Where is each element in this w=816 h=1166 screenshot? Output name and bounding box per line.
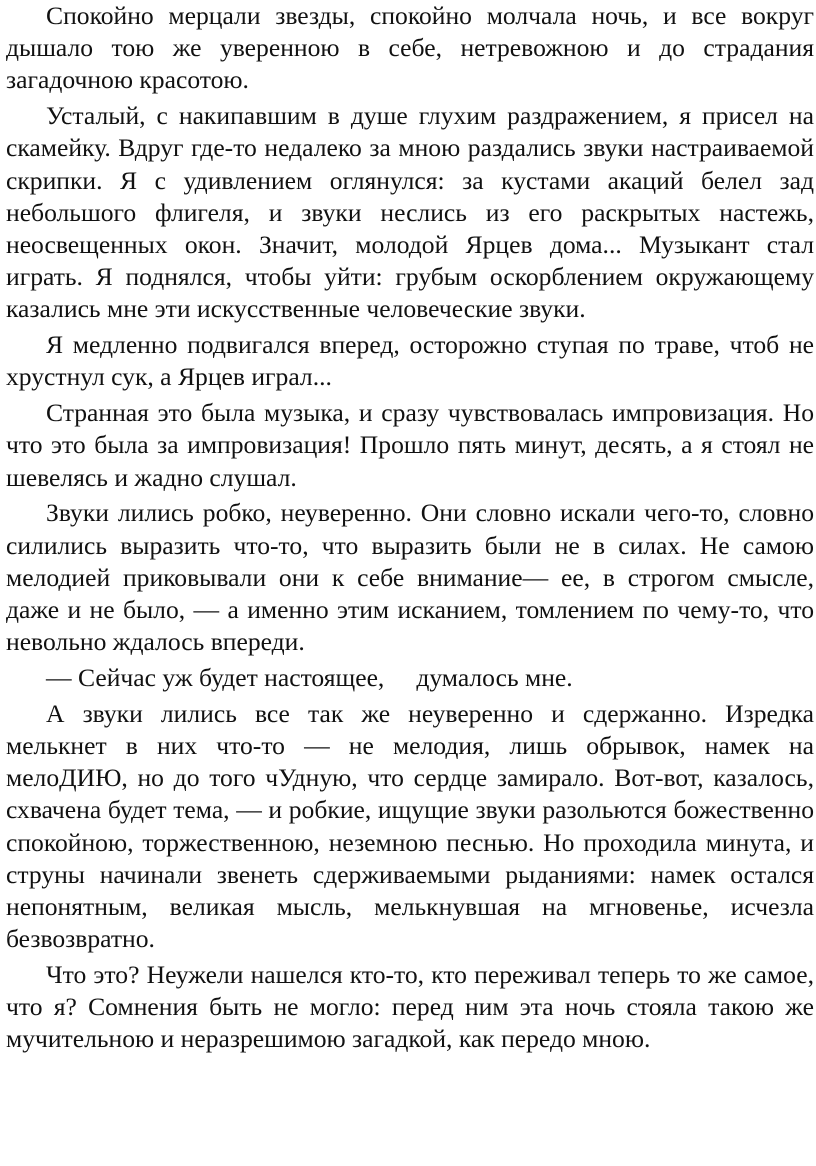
paragraph-4: Странная это была музыка, и сразу чувствовалась импровизация. Но что это была за импровизация! Прошло пять минут, десять, а я стоял не шевелясь и жадно слушал. — [6, 398, 814, 492]
document-page — [6, 0, 814, 1059]
paragraph-7: А звуки лились все так же неуверенно и сдержанно. Изредка мелькнет в них что-то — не мелодия, лишь обрывок, намек на мелоДИЮ, но до того чУдную, что сердце замирало. Вот-вот, казалось, схвачена будет тема, — и робкие, ищущие звуки разольются божественно спокойною, торжественною, неземною песнью. Но проходила минута, и струны начинали звенеть сдерживаемыми рыданиями: намек остался непонятным, великая мысль, мелькнувшая на мгновенье, исчезла безвозвратно. — [6, 698, 814, 954]
paragraph-2: Усталый, с накипавшим в душе глухим раздражением, я присел на скамейку. Вдруг где-то недалеко за мною раздались звуки настраиваемой скрипки. Я с удивлением оглянулся: за кустами акаций белел зад небольшого флигеля, и звуки неслись из его раскрытых настежь, неосвещенных окон. Значит, молодой Ярцев дома... Музыкант стал играть. Я поднялся, чтобы уйти: грубым оскорблением окружающему казались мне эти искусственные человеческие звуки. — [6, 101, 814, 324]
paragraph-8: Что это? Неужели нашелся кто-то, кто переживал теперь то же самое, что я? Сомнения быть не могло: перед ним эта ночь стояла такою же мучительною и неразрешимою загадкой, как передо мною. — [6, 960, 814, 1054]
paragraph-5: Звуки лились робко, неуверенно. Они словно искали чего-то, словно силились выразить что-то, что выразить были не в силах. Не самою мелодией приковывали они к себе внимание— ее, в строгом смысле, даже и не было, — а именно этим исканием, томлением по чему-то, что невольно ждалось впереди. — [6, 498, 814, 657]
paragraph-6: — Сейчас уж будет настоящее, думалось мне. — [46, 663, 573, 693]
paragraph-1: Спокойно мерцали звезды, спокойно молчала ночь, и все вокруг дышало тою же уверенною в себе, нетревожною и до страдания загадочною красотою. — [6, 1, 814, 95]
paragraph-3: Я медленно подвигался вперед, осторожно ступая по траве, чтоб не хрустнул сук, а Ярцев играл... — [6, 330, 814, 392]
